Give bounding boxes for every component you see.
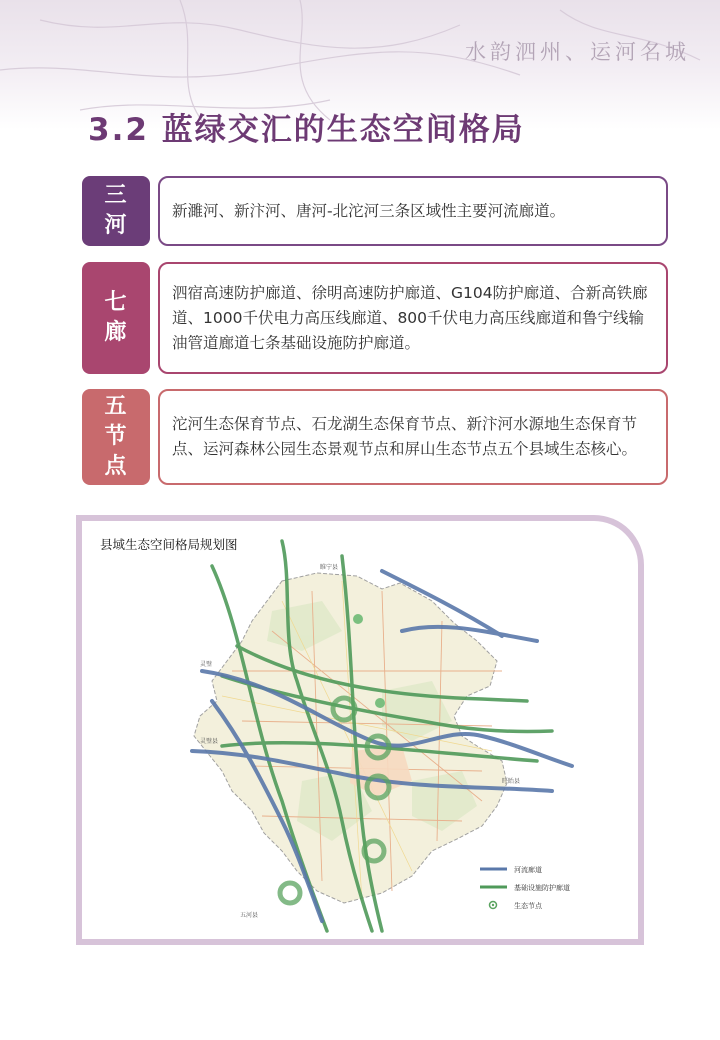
tag-char: 三 (104, 183, 128, 208)
pattern-row-corridors (82, 262, 668, 374)
tag-rivers (82, 176, 150, 246)
pattern-row-rivers (82, 176, 668, 246)
tag-char: 节 (104, 424, 128, 449)
label-north-county: 睢宁县 (320, 564, 339, 571)
tag-nodes (82, 389, 150, 485)
eco-node (375, 698, 385, 708)
label-east: 盱眙县 (502, 778, 521, 785)
tag-corridors (82, 262, 150, 374)
description-box (158, 262, 668, 374)
tag-char: 七 (104, 290, 128, 315)
description-text: 泗宿高速防护廊道、徐明高速防护廊道、G104防护廊道、合新高铁廊道、1000千伏电力高压线廊道、800千伏电力高压线廊道和鲁宁线输油管道廊道七条基础设施防护廊道。 (172, 283, 648, 352)
description-text: 新濉河、新汴河、唐河-北沱河三条区域性主要河流廊道。 (172, 201, 566, 220)
county-ecology-map (82, 521, 638, 939)
map-title: 县域生态空间格局规划图 (100, 537, 238, 552)
legend-label: 河流廊道 (514, 866, 542, 874)
eco-node (353, 614, 363, 624)
tag-char: 廊 (104, 320, 128, 345)
header-slogan: 水韵泗州、运河名城 (465, 40, 690, 64)
map-frame (76, 515, 644, 945)
map-legend (480, 865, 570, 910)
label-south: 五河县 (240, 912, 259, 919)
description-box (158, 176, 668, 246)
description-text: 沱河生态保育节点、石龙湖生态保育节点、新汴河水源地生态保育节点、运河森林公园生态景观节点和屏山生态节点五个县域生态核心。 (172, 415, 638, 458)
tag-char: 点 (104, 454, 128, 479)
legend-label: 基础设施防护廊道 (514, 884, 570, 892)
map-panel (82, 521, 638, 939)
legend-label: 生态节点 (514, 902, 542, 910)
label-west-top: 灵璧 (200, 661, 213, 668)
label-southwest: 灵璧县 (200, 738, 219, 745)
eco-node (280, 883, 300, 903)
page-title: 3.2 蓝绿交汇的生态空间格局 (88, 112, 525, 148)
description-box (158, 389, 668, 485)
tag-char: 河 (104, 213, 128, 238)
pattern-row-nodes (82, 389, 668, 485)
tag-char: 五 (104, 394, 128, 419)
